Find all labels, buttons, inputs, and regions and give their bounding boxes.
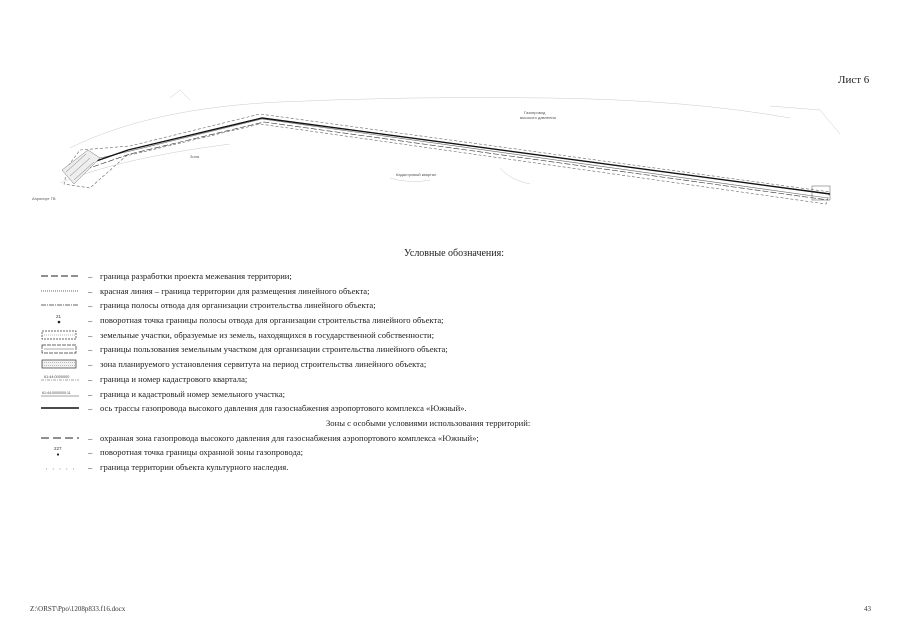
solid-line-icon (40, 401, 80, 416)
legend-item (40, 401, 660, 416)
legend-text: границы пользования земельным участком для организации строительства линейного объекта; (100, 344, 448, 355)
legend-text: поворотная точка границы охранной зоны газопровода; (100, 447, 304, 458)
sheet-label: Лист 6 (838, 74, 870, 86)
cadastral-quarter-number: 61:44:0000000 (44, 374, 70, 379)
legend-dash: – (88, 344, 93, 355)
page-number: 43 (864, 605, 871, 613)
grid-box-icon (40, 357, 80, 372)
legend-item (40, 284, 660, 299)
legend-item (40, 342, 660, 357)
legend-item (40, 431, 660, 446)
dash-dot-line-icon (40, 298, 80, 313)
legend-dash: – (88, 432, 93, 443)
map-label-left-bottom: Аэропорт ГВ (32, 196, 56, 201)
cadastral-quarter-icon (40, 372, 80, 387)
legend-dash: – (88, 447, 93, 458)
map-label-lower: Зона (190, 154, 200, 159)
legend-dash: – (88, 300, 93, 311)
legend-dash: – (88, 461, 93, 472)
route-map (30, 88, 880, 238)
zone-turn-point-icon (40, 445, 80, 460)
legend-text: ось трассы газопровода высокого давления для газоснабжения аэропортового комплекса «Южный». (100, 403, 467, 414)
legend-item (40, 460, 660, 475)
legend-item (40, 372, 660, 387)
dotted-red-line-icon (40, 284, 80, 299)
turn-point-icon (40, 313, 80, 328)
zones-subheading: Зоны с особыми условиями использования территорий: (326, 417, 531, 428)
legend-text: поворотная точка границы полосы отвода для организации строительства линейного объекта; (100, 315, 444, 326)
cadastral-parcel-number: 61:44:0000000:11 (42, 390, 71, 395)
hatched-box-icon (40, 328, 80, 343)
legend-dash: – (88, 285, 93, 296)
legend-item (40, 445, 660, 460)
map-label-mid: Кадастровый квартал (396, 172, 437, 177)
map-label-gazoprovod: Газопровод (524, 110, 546, 115)
legend-dash: – (88, 315, 93, 326)
legend-text: граница разработки проекта межевания территории; (100, 271, 292, 281)
legend (40, 269, 660, 475)
double-dash-box-icon (40, 342, 80, 357)
left-hatched-area (62, 150, 100, 184)
legend-dash: – (88, 271, 93, 281)
dash-gap-line-icon (40, 431, 80, 446)
legend-dash: – (88, 388, 93, 399)
legend-item (40, 298, 660, 313)
legend-dash: – (88, 403, 93, 414)
map-background-lines (60, 90, 840, 184)
map-label-gazoprovod-sub: высокого давления (520, 115, 556, 120)
legend-dash: – (88, 373, 93, 384)
legend-item (40, 269, 660, 284)
footer-file-path: Z:\ORST\Ppo\1208p833.f16.docx (30, 605, 126, 613)
legend-text: граница территории объекта культурного наследия. (100, 461, 289, 472)
legend-text: граница и кадастровый номер земельного участка; (100, 388, 286, 399)
legend-text: красная линия – граница территории для размещения линейного объекта; (100, 285, 370, 296)
legend-dash: – (88, 359, 93, 370)
legend-dash: – (88, 329, 93, 340)
dotted-sparse-line-icon (40, 460, 80, 475)
legend-item (40, 387, 660, 402)
legend-text: граница полосы отвода для организации строительства линейного объекта; (100, 300, 376, 311)
zone-turn-point-number: 227 (54, 446, 62, 452)
legend-text: охранная зона газопровода высокого давления для газоснабжения аэропортового комплекса «Южный»; (100, 432, 479, 443)
legend-text: зона планируемого установления сервитута на период строительства линейного объекта; (100, 359, 427, 370)
cadastral-parcel-icon (40, 387, 80, 402)
dash-long-line-icon (40, 269, 80, 284)
legend-text: граница и номер кадастрового квартала; (100, 373, 248, 384)
legend-title: Условные обозначения: (404, 248, 505, 259)
turn-point-number: 21 (56, 314, 62, 320)
legend-item (40, 313, 660, 328)
corridor-boundary (64, 114, 830, 204)
legend-text: земельные участки, образуемые из земель, находящихся в государственной собственности; (100, 329, 435, 340)
legend-item (40, 328, 660, 343)
legend-item (40, 357, 660, 372)
